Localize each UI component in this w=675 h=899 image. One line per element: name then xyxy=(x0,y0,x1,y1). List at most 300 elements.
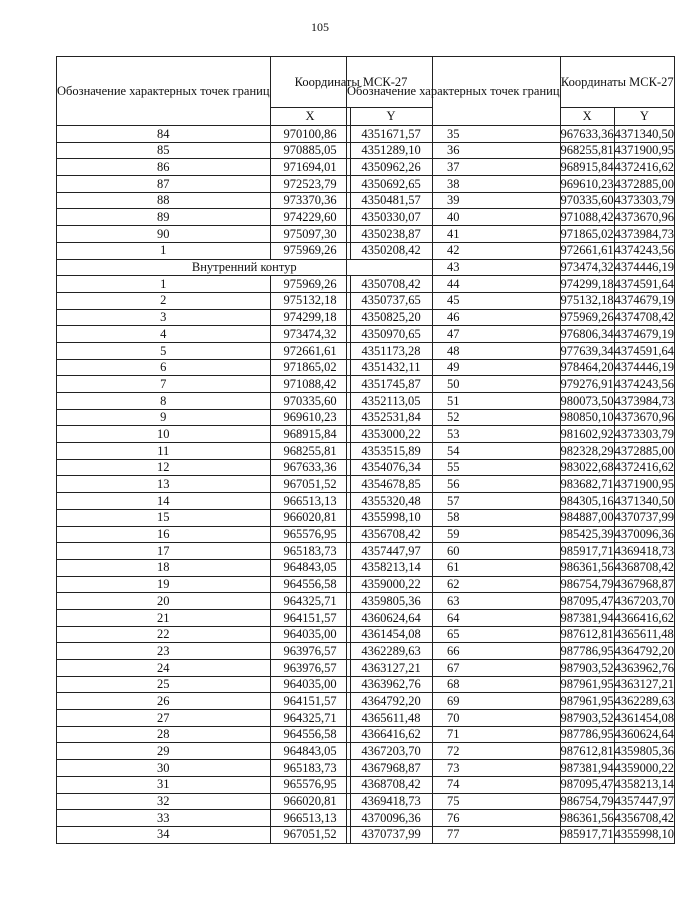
coord-y: 4371900,95 xyxy=(614,477,675,492)
coord-x: 968915,84 xyxy=(270,426,350,443)
coord-y: 4359805,36 xyxy=(350,593,432,610)
coord-x: 973370,36 xyxy=(270,192,350,209)
coord-y: 4356708,42 xyxy=(350,526,432,543)
coord-x: 974299,18 xyxy=(270,309,350,326)
point-number: 43 xyxy=(347,259,561,276)
coord-y: 4363962,76 xyxy=(614,660,675,675)
point-number: 5 xyxy=(57,342,271,359)
coord-x: 975969,26 xyxy=(270,276,350,293)
coord-x: 971865,02 xyxy=(560,226,614,241)
point-number: 36 xyxy=(347,142,561,159)
point-number: 46 xyxy=(347,309,561,326)
coord-y: 4370096,36 xyxy=(614,527,675,542)
point-number: 6 xyxy=(57,359,271,376)
table-row xyxy=(347,393,675,410)
coord-y: 4350737,65 xyxy=(350,292,432,309)
coord-y: 4355998,10 xyxy=(350,509,432,526)
coord-y: 4366416,62 xyxy=(350,726,432,743)
table-row xyxy=(347,176,675,193)
point-number: 7 xyxy=(57,376,271,393)
coord-x: 970885,05 xyxy=(270,142,350,159)
coord-x: 973474,32 xyxy=(270,326,350,343)
point-number: 59 xyxy=(347,526,561,543)
coord-y: 4374446,19 xyxy=(614,360,675,375)
coord-y: 4350208,42 xyxy=(350,242,432,259)
coord-x: 986361,56 xyxy=(560,560,614,575)
point-number: 1 xyxy=(57,276,271,293)
point-number: 75 xyxy=(347,793,561,810)
point-number: 84 xyxy=(57,126,271,143)
coord-y: 4368708,42 xyxy=(614,560,675,575)
coord-x: 974229,60 xyxy=(270,209,350,226)
coord-x: 987381,94 xyxy=(560,610,614,625)
coord-x: 987095,47 xyxy=(560,593,614,608)
coord-x: 964556,58 xyxy=(270,726,350,743)
coord-y: 4362289,63 xyxy=(614,693,675,708)
coord-y: 4374243,56 xyxy=(614,376,675,391)
point-number: 45 xyxy=(347,292,561,309)
coord-y: 4350708,42 xyxy=(350,276,432,293)
coord-y: 4351745,87 xyxy=(350,376,432,393)
coord-x: 965183,73 xyxy=(270,543,350,560)
coord-x: 963976,57 xyxy=(270,643,350,660)
header-y: Y xyxy=(614,108,674,126)
header-y: Y xyxy=(350,108,432,126)
point-number: 50 xyxy=(347,376,561,393)
table-row xyxy=(347,426,675,443)
coord-x: 972523,79 xyxy=(270,176,350,193)
point-number: 34 xyxy=(57,826,271,843)
point-number: 77 xyxy=(347,826,561,843)
coord-x: 971865,02 xyxy=(270,359,350,376)
coord-y: 4364792,20 xyxy=(350,693,432,710)
coord-x: 974299,18 xyxy=(560,276,614,291)
coord-x: 979276,91 xyxy=(560,376,614,391)
coord-x: 964325,71 xyxy=(270,593,350,610)
point-number: 35 xyxy=(347,126,561,143)
point-number: 13 xyxy=(57,476,271,493)
coord-y: 4367203,70 xyxy=(350,743,432,760)
coord-x: 967633,36 xyxy=(270,459,350,476)
point-number: 28 xyxy=(57,726,271,743)
coord-x: 987612,81 xyxy=(560,744,614,759)
table-row xyxy=(347,626,675,643)
coord-x: 965183,73 xyxy=(270,760,350,777)
coord-y: 4367968,87 xyxy=(614,577,675,592)
coord-y: 4364792,20 xyxy=(614,643,675,658)
point-number: 29 xyxy=(57,743,271,760)
point-number: 64 xyxy=(347,609,561,626)
header-coordinates: Координаты МСК-27 xyxy=(560,57,675,108)
table-row xyxy=(347,276,675,293)
coord-y: 4358213,14 xyxy=(614,777,675,792)
coord-y: 4370096,36 xyxy=(350,810,432,827)
point-number: 44 xyxy=(347,276,561,293)
point-number: 76 xyxy=(347,810,561,827)
point-number: 53 xyxy=(347,426,561,443)
coord-x: 968915,84 xyxy=(560,159,614,174)
point-number: 10 xyxy=(57,426,271,443)
coord-x: 964325,71 xyxy=(270,710,350,727)
table-row xyxy=(347,576,675,593)
coord-y: 4350238,87 xyxy=(350,226,432,243)
coord-y: 4365611,48 xyxy=(350,710,432,727)
coord-y: 4372416,62 xyxy=(614,460,675,475)
table-row xyxy=(347,693,675,710)
coord-y: 4372885,00 xyxy=(614,176,675,191)
coord-x: 975132,18 xyxy=(560,293,614,308)
coord-y: 4356708,42 xyxy=(614,810,675,825)
coord-x: 983682,71 xyxy=(560,477,614,492)
point-number: 90 xyxy=(57,226,271,243)
point-number: 56 xyxy=(347,476,561,493)
table-row xyxy=(347,526,675,543)
coord-y: 4359000,22 xyxy=(350,576,432,593)
table-row xyxy=(347,593,675,610)
point-number: 87 xyxy=(57,176,271,193)
coord-y: 4351173,28 xyxy=(350,342,432,359)
coord-y: 4352531,84 xyxy=(350,409,432,426)
coord-x: 969610,23 xyxy=(270,409,350,426)
coord-x: 964035,00 xyxy=(270,676,350,693)
coord-x: 971694,01 xyxy=(270,159,350,176)
point-number: 52 xyxy=(347,409,561,426)
point-number: 16 xyxy=(57,526,271,543)
point-number: 55 xyxy=(347,459,561,476)
point-number: 62 xyxy=(347,576,561,593)
point-number: 15 xyxy=(57,509,271,526)
coord-y: 4361454,08 xyxy=(614,710,675,725)
header-point-label: Обозначение характерных точек границ xyxy=(347,57,561,126)
coord-y: 4370737,99 xyxy=(614,510,675,525)
point-number: 73 xyxy=(347,760,561,777)
coord-x: 968255,81 xyxy=(270,443,350,460)
coord-x: 987612,81 xyxy=(560,627,614,642)
coord-y: 4366416,62 xyxy=(614,610,675,625)
coord-y: 4367203,70 xyxy=(614,593,675,608)
coord-y: 4359000,22 xyxy=(614,760,675,775)
point-number: 47 xyxy=(347,326,561,343)
point-number: 85 xyxy=(57,142,271,159)
coord-x: 975969,26 xyxy=(270,242,350,259)
coord-y: 4374591,64 xyxy=(614,343,675,358)
point-number: 74 xyxy=(347,776,561,793)
coord-x: 975969,26 xyxy=(560,310,614,325)
point-number: 48 xyxy=(347,342,561,359)
coord-y: 4374243,56 xyxy=(614,243,675,258)
header-x: X xyxy=(270,108,350,126)
coord-y: 4372416,62 xyxy=(614,159,675,174)
table-row xyxy=(347,660,675,677)
coord-y: 4373670,96 xyxy=(614,410,675,425)
point-number: 42 xyxy=(347,242,561,259)
coord-x: 971088,42 xyxy=(560,210,614,225)
table-row xyxy=(347,226,675,243)
coord-y: 4358213,14 xyxy=(350,559,432,576)
coord-y: 4354076,34 xyxy=(350,459,432,476)
coord-x: 966020,81 xyxy=(270,509,350,526)
point-number: 86 xyxy=(57,159,271,176)
coord-y: 4351671,57 xyxy=(350,126,432,143)
point-number: 12 xyxy=(57,459,271,476)
section-label: Внутренний контур xyxy=(57,259,433,276)
table-row xyxy=(347,509,675,526)
coord-x: 985425,39 xyxy=(560,527,614,542)
table-row xyxy=(347,443,675,460)
coord-y: 4363962,76 xyxy=(350,676,432,693)
coord-y: 4368708,42 xyxy=(350,776,432,793)
coord-x: 977639,34 xyxy=(560,343,614,358)
coord-x: 985917,71 xyxy=(560,827,614,842)
coord-x: 971088,42 xyxy=(270,376,350,393)
coord-y: 4350962,26 xyxy=(350,159,432,176)
point-number: 88 xyxy=(57,192,271,209)
point-number: 70 xyxy=(347,710,561,727)
coord-x: 968255,81 xyxy=(560,143,614,158)
point-number: 51 xyxy=(347,393,561,410)
point-number: 3 xyxy=(57,309,271,326)
coord-y: 4371340,50 xyxy=(614,493,675,508)
coord-x: 987095,47 xyxy=(560,777,614,792)
coord-y: 4373670,96 xyxy=(614,210,675,225)
coord-y: 4360624,64 xyxy=(350,609,432,626)
coord-x: 964843,05 xyxy=(270,559,350,576)
point-number: 8 xyxy=(57,393,271,410)
coord-x: 967051,52 xyxy=(270,826,350,843)
coord-y: 4374679,19 xyxy=(614,326,675,341)
table-row xyxy=(347,359,675,376)
table-row xyxy=(347,776,675,793)
coord-x: 970335,60 xyxy=(560,193,614,208)
table-row xyxy=(347,142,675,159)
coord-x: 966513,13 xyxy=(270,810,350,827)
table-row xyxy=(347,676,675,693)
table-row xyxy=(347,159,675,176)
coord-y: 4374708,42 xyxy=(614,310,675,325)
coord-y: 4363127,21 xyxy=(350,660,432,677)
table-row xyxy=(347,760,675,777)
point-number: 61 xyxy=(347,559,561,576)
point-number: 38 xyxy=(347,176,561,193)
coord-x: 972661,61 xyxy=(560,243,614,258)
coord-x: 987961,95 xyxy=(560,693,614,708)
coord-y: 4351289,10 xyxy=(350,142,432,159)
point-number: 14 xyxy=(57,493,271,510)
coord-y: 4357447,97 xyxy=(614,794,675,809)
point-number: 60 xyxy=(347,543,561,560)
table-row xyxy=(347,710,675,727)
coord-y: 4362289,63 xyxy=(350,643,432,660)
point-number: 69 xyxy=(347,693,561,710)
coord-x: 980073,50 xyxy=(560,393,614,408)
coord-y: 4373303,79 xyxy=(614,426,675,441)
coord-x: 973474,32 xyxy=(560,260,614,275)
table-row xyxy=(347,259,675,276)
coord-x: 964035,00 xyxy=(270,626,350,643)
point-number: 37 xyxy=(347,159,561,176)
point-number: 89 xyxy=(57,209,271,226)
coord-x: 975097,30 xyxy=(270,226,350,243)
coord-x: 966020,81 xyxy=(270,793,350,810)
point-number: 27 xyxy=(57,710,271,727)
table-row xyxy=(347,493,675,510)
coord-y: 4350970,65 xyxy=(350,326,432,343)
coord-x: 985917,71 xyxy=(560,543,614,558)
coord-x: 987786,95 xyxy=(560,727,614,742)
coord-y: 4369418,73 xyxy=(614,543,675,558)
coord-x: 987961,95 xyxy=(560,677,614,692)
table-row xyxy=(347,743,675,760)
point-number: 25 xyxy=(57,676,271,693)
table-row xyxy=(347,810,675,827)
coord-x: 987786,95 xyxy=(560,643,614,658)
page-number: 105 xyxy=(311,20,329,34)
table-row xyxy=(347,476,675,493)
table-row xyxy=(347,609,675,626)
table-row xyxy=(347,793,675,810)
table-row xyxy=(347,192,675,209)
table-row xyxy=(347,726,675,743)
coord-x: 964556,58 xyxy=(270,576,350,593)
point-number: 49 xyxy=(347,359,561,376)
coord-y: 4372885,00 xyxy=(614,443,675,458)
coord-x: 986754,79 xyxy=(560,577,614,592)
coord-x: 976806,34 xyxy=(560,326,614,341)
coord-y: 4350481,57 xyxy=(350,192,432,209)
point-number: 11 xyxy=(57,443,271,460)
point-number: 71 xyxy=(347,726,561,743)
point-number: 31 xyxy=(57,776,271,793)
coord-y: 4371900,95 xyxy=(614,143,675,158)
coord-x: 963976,57 xyxy=(270,660,350,677)
point-number: 23 xyxy=(57,643,271,660)
table-row xyxy=(347,826,675,843)
coord-y: 4361454,08 xyxy=(350,626,432,643)
coord-y: 4373303,79 xyxy=(614,193,675,208)
table-row xyxy=(347,459,675,476)
point-number: 39 xyxy=(347,192,561,209)
coord-x: 983022,68 xyxy=(560,460,614,475)
coord-x: 970335,60 xyxy=(270,393,350,410)
table-body xyxy=(347,126,675,844)
coord-x: 970100,86 xyxy=(270,126,350,143)
coord-y: 4353515,89 xyxy=(350,443,432,460)
table-row xyxy=(347,342,675,359)
coord-x: 981602,92 xyxy=(560,426,614,441)
coord-y: 4357447,97 xyxy=(350,543,432,560)
point-number: 18 xyxy=(57,559,271,576)
point-number: 72 xyxy=(347,743,561,760)
coord-x: 964151,57 xyxy=(270,609,350,626)
table-row xyxy=(347,209,675,226)
coord-x: 987381,94 xyxy=(560,760,614,775)
point-number: 22 xyxy=(57,626,271,643)
point-number: 24 xyxy=(57,660,271,677)
coord-y: 4359805,36 xyxy=(614,744,675,759)
coord-x: 966513,13 xyxy=(270,493,350,510)
coord-y: 4373984,73 xyxy=(614,226,675,241)
point-number: 17 xyxy=(57,543,271,560)
coord-y: 4367968,87 xyxy=(350,760,432,777)
table-row xyxy=(347,126,675,143)
header-point-label: Обозначение характерных точек границ xyxy=(57,57,271,126)
point-number: 63 xyxy=(347,593,561,610)
coord-y: 4369418,73 xyxy=(350,793,432,810)
coord-x: 964151,57 xyxy=(270,693,350,710)
coord-y: 4351432,11 xyxy=(350,359,432,376)
point-number: 40 xyxy=(347,209,561,226)
table-row xyxy=(347,376,675,393)
coord-x: 986361,56 xyxy=(560,810,614,825)
point-number: 30 xyxy=(57,760,271,777)
point-number: 66 xyxy=(347,643,561,660)
coord-x: 967051,52 xyxy=(270,476,350,493)
table-row xyxy=(347,242,675,259)
point-number: 65 xyxy=(347,626,561,643)
point-number: 2 xyxy=(57,292,271,309)
point-number: 32 xyxy=(57,793,271,810)
coord-x: 967633,36 xyxy=(560,126,614,141)
coord-y: 4371340,50 xyxy=(614,126,675,141)
coord-y: 4365611,48 xyxy=(614,627,674,642)
coord-x: 964843,05 xyxy=(270,743,350,760)
coord-y: 4350825,20 xyxy=(350,309,432,326)
table-row xyxy=(347,309,675,326)
table-row xyxy=(347,543,675,560)
table-row xyxy=(347,559,675,576)
table-row xyxy=(347,326,675,343)
header-x: X xyxy=(560,108,614,126)
coord-x: 969610,23 xyxy=(560,176,614,191)
point-number: 58 xyxy=(347,509,561,526)
coord-x: 987903,52 xyxy=(560,660,614,675)
point-number: 21 xyxy=(57,609,271,626)
point-number: 54 xyxy=(347,443,561,460)
coord-y: 4350692,65 xyxy=(350,176,432,193)
point-number: 19 xyxy=(57,576,271,593)
coord-y: 4355998,10 xyxy=(614,827,675,842)
coord-y: 4354678,85 xyxy=(350,476,432,493)
coord-x: 987903,52 xyxy=(560,710,614,725)
coord-x: 978464,20 xyxy=(560,360,614,375)
coord-y: 4355320,48 xyxy=(350,493,432,510)
point-number: 41 xyxy=(347,226,561,243)
coord-x: 980850,10 xyxy=(560,410,614,425)
table-row xyxy=(347,292,675,309)
coord-y: 4352113,05 xyxy=(350,393,432,410)
coord-y: 4360624,64 xyxy=(614,727,675,742)
point-number: 20 xyxy=(57,593,271,610)
point-number: 68 xyxy=(347,676,561,693)
table-row xyxy=(347,643,675,660)
coord-x: 972661,61 xyxy=(270,342,350,359)
point-number: 4 xyxy=(57,326,271,343)
coord-y: 4370737,99 xyxy=(350,826,432,843)
point-number: 67 xyxy=(347,660,561,677)
coord-y: 4350330,07 xyxy=(350,209,432,226)
header-coordinates: Координаты МСК-27 xyxy=(270,57,432,108)
coord-x: 984305,16 xyxy=(560,493,614,508)
coord-x: 982328,29 xyxy=(560,443,614,458)
point-number: 26 xyxy=(57,693,271,710)
table-row xyxy=(347,409,675,426)
point-number: 1 xyxy=(57,242,271,259)
coord-x: 965576,95 xyxy=(270,526,350,543)
point-number: 33 xyxy=(57,810,271,827)
coord-x: 984887,00 xyxy=(560,510,614,525)
coord-y: 4374591,64 xyxy=(614,276,675,291)
coord-y: 4353000,22 xyxy=(350,426,432,443)
